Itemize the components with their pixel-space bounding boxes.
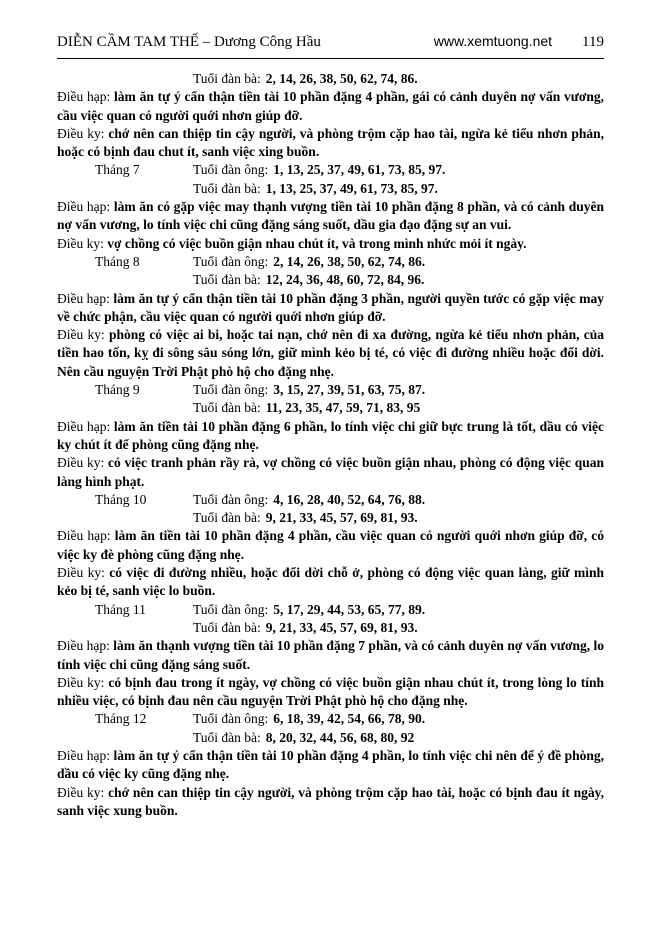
month-name: Tháng 7 [95,162,140,178]
women-ages: 9, 21, 33, 45, 57, 69, 81, 93. [265,510,418,526]
women-ages-row [57,619,604,637]
hap-paragraph [57,88,604,125]
women-ages-row [57,399,604,417]
men-ages-line [193,381,425,399]
ky-text: có việc tranh phản rầy rà, vợ chồng có việc buồn giận nhau, phòng có động việc quan làng hình phạt. [57,455,605,489]
ky-paragraph [57,674,604,711]
month-row [57,491,604,509]
website-url: www.xemtuong.net [433,33,553,49]
men-ages-label: Tuổi đàn ông: [193,601,269,617]
month-row [57,381,604,399]
women-ages-label: Tuổi đàn bà: [193,272,261,288]
ky-paragraph [57,326,604,381]
women-ages-row [57,271,604,289]
women-ages-label: Tuổi đàn bà: [193,729,261,745]
women-ages-row [57,729,604,747]
hap-label: Điều hạp: [57,528,111,544]
intro-women-ages-row [57,70,604,88]
month-name: Tháng 8 [95,253,140,269]
ky-text: có việc đi đường nhiều, hoặc đổi dời chỗ ở, phòng có động việc quan làng, giữ mình kẻo bị té, sanh việc lo buồn. [57,565,604,599]
ky-label: Điều ky: [57,455,105,471]
month-name: Tháng 12 [95,711,147,727]
hap-text: làm ăn tự ý cẩn thận tiền tài 10 phần đặng 3 phần, người quyền tước có gặp việc may về chức phận, cầu việc quan có người quới nhơn giúp đỡ. [57,290,604,324]
women-ages-label: Tuổi đàn bà: [193,180,261,196]
hap-paragraph [57,527,604,564]
ky-paragraph [57,235,604,253]
women-ages: 8, 20, 32, 44, 56, 68, 80, 92 [265,729,415,745]
header-right [434,33,604,51]
men-ages-label: Tuổi đàn ông: [193,711,269,727]
men-ages-line [193,161,445,179]
month-row [57,253,604,271]
ky-paragraph [57,454,604,491]
hap-label: Điều hạp: [57,290,110,306]
hap-label: Điều hạp: [57,199,111,215]
men-ages-label: Tuổi đàn ông: [193,162,269,178]
ky-label: Điều ky: [57,235,104,251]
men-ages: 4, 16, 28, 40, 52, 64, 76, 88. [273,491,426,507]
hap-text: làm ăn tiền tài 10 phần đặng 6 phần, lo tính việc chi giữ bực trung là tốt, dầu có việc ky chút ít để phòng cũng đặng nhẹ. [57,418,605,452]
ky-label: Điều ky: [57,327,105,343]
hap-paragraph [57,747,604,784]
women-ages-row [57,180,604,198]
hap-label: Điều hạp: [57,747,110,763]
ky-text: chớ nên can thiệp tin cậy người, và phòng trộm cặp hao tài, hoặc có bịnh đau ít ngày, sanh việc xung buồn. [57,784,605,818]
month-name: Tháng 11 [95,601,146,617]
hap-label: Điều hạp: [57,418,111,434]
month-name: Tháng 9 [95,382,140,398]
hap-paragraph [57,290,604,327]
book-title: DIỄN CẦM TAM THẾ – Dương Công Hầu [57,34,321,50]
month-row [57,710,604,728]
hap-paragraph [57,637,604,674]
month-row [57,161,604,179]
women-ages: 9, 21, 33, 45, 57, 69, 81, 93. [265,619,418,635]
women-ages: 12, 24, 36, 48, 60, 72, 84, 96. [265,272,425,288]
men-ages-label: Tuổi đàn ông: [193,382,269,398]
women-ages: 1, 13, 25, 37, 49, 61, 73, 85, 97. [265,180,438,196]
men-ages: 6, 18, 39, 42, 54, 66, 78, 90. [273,711,426,727]
men-ages: 1, 13, 25, 37, 49, 61, 73, 85, 97. [273,162,446,178]
men-ages: 2, 14, 26, 38, 50, 62, 74, 86. [273,253,426,269]
page-number: 119 [582,34,604,50]
women-ages: 2, 14, 26, 38, 50, 62, 74, 86. [265,71,418,86]
hap-text: làm ăn tiền tài 10 phần đặng 4 phần, cầu việc quan có người quới nhơn giúp đỡ, có việc ky đè phòng cũng đặng nhẹ. [57,528,605,562]
women-ages-label: Tuổi đàn bà: [193,71,261,86]
men-ages-label: Tuổi đàn ông: [193,491,269,507]
hap-label: Điều hạp: [57,638,110,654]
ky-paragraph [57,125,604,162]
hap-text: làm ăn tự ý cẩn thận tiền tài 10 phần đặng 4 phần, lo tính việc chi nên để ý đề phòng, dầu có việc ky cũng đặng nhẹ. [57,747,605,782]
month-name: Tháng 10 [95,491,147,507]
page-content [57,70,604,820]
women-ages-label: Tuổi đàn bà: [193,510,261,526]
men-ages-line [193,253,425,271]
ky-label: Điều ky: [57,565,105,581]
women-ages-label: Tuổi đàn bà: [193,400,261,416]
men-ages: 3, 15, 27, 39, 51, 63, 75, 87. [273,382,426,398]
ky-paragraph [57,564,604,601]
ky-text: có bịnh đau trong ít ngày, vợ chồng có việc buồn giận nhau chút ít, trong lòng lo tính nhiều việc, có bịnh đau nên cầu nguyện Trời Phật phò hộ cho đặng nhẹ. [57,674,605,709]
hap-paragraph [57,418,604,455]
month-row [57,601,604,619]
women-ages-row [57,509,604,527]
ky-text: phòng có việc ai bi, hoặc tai nạn, chớ nên đi xa đường, ngừa kẻ tiểu nhơn phản, của tiền hao tốn, kỵ đi sông sâu sóng lớn, giữ mình kẻo bị té, có việc đi đường nhiều hoặc đổi dời. Nên cầu nguyện Trời Phật phò hộ cho đặng nhẹ. [57,327,604,379]
ky-text: vợ chồng có việc buồn giận nhau chút ít, và trong mình nhức mỏi ít ngày. [107,235,527,251]
ky-label: Điều ky: [57,674,105,690]
hap-text: làm ăn tự ý cẩn thận tiền tài 10 phần đặng 4 phần, gái có cảnh duyên nợ vấn vương, cầu việc quan có người quới nhơn giúp đỡ. [57,89,604,123]
hap-label: Điều hạp: [57,89,111,105]
men-ages-line [193,710,425,728]
hap-text: làm ăn thạnh vượng tiền tài 10 phần đặng 7 phần, và có cảnh duyên nợ vấn vương, lo tính việc chi cũng đặng sáng suốt. [57,638,604,672]
men-ages-line [193,601,425,619]
hap-paragraph [57,198,604,235]
men-ages-label: Tuổi đàn ông: [193,253,269,269]
header-rule [57,58,604,59]
page-header [57,33,604,51]
men-ages: 5, 17, 29, 44, 53, 65, 77, 89. [273,601,426,617]
hap-text: làm ăn có gặp việc may thạnh vượng tiền tài 10 phần đặng 8 phần, và có cảnh duyên nợ vấn vương, lo tính việc chi cũng đặng sáng suốt, dầu gia đạo đặng sự an vui. [57,199,605,233]
women-ages-label: Tuổi đàn bà: [193,619,261,635]
women-ages: 11, 23, 35, 47, 59, 71, 83, 95 [265,400,421,416]
ky-label: Điều ky: [57,125,105,141]
men-ages-line [193,491,425,509]
ky-text: chớ nên can thiệp tin cậy người, và phòng trộm cặp hao tài, ngừa kẻ tiểu nhơn phản, hoặc có bịnh đau chut ít, sanh việc xing buồn. [57,125,605,160]
ky-label: Điều ky: [57,784,105,800]
ky-paragraph [57,784,604,821]
